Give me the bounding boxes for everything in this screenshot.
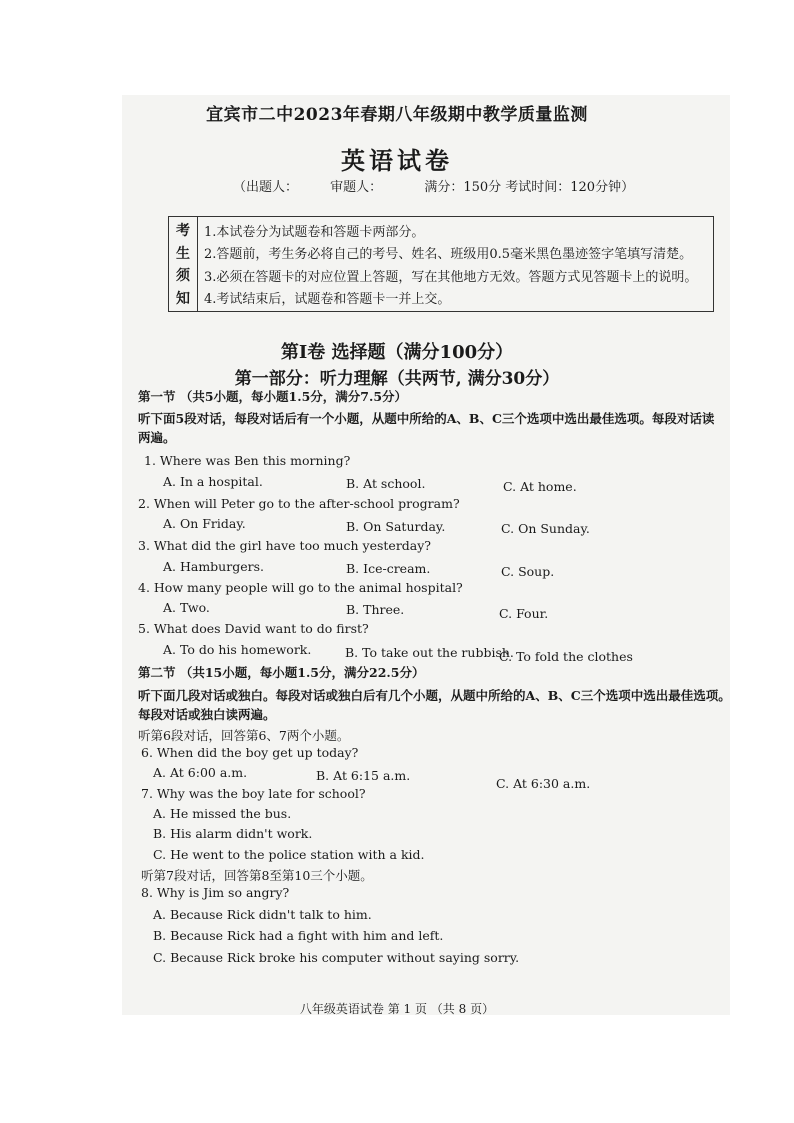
exam-meta-line (233, 176, 634, 195)
question-3-option-c: C. Soup. (501, 564, 555, 579)
question-6-option-a: A. At 6:00 a.m. (153, 765, 248, 780)
question-7-stem: 7. Why was the boy late for school? (141, 786, 366, 801)
question-7-option-c: C. He went to the police station with a kid. (153, 847, 425, 862)
exam-notice-box (168, 216, 714, 312)
question-4-stem: 4. How many people will go to the animal hospital? (138, 580, 463, 595)
question-8-option-c: C. Because Rick broke his computer without saying sorry. (153, 950, 520, 965)
question-1-option-a: A. In a hospital. (163, 474, 263, 489)
question-5-option-b: B. To take out the rubbish. (345, 645, 514, 660)
question-8-option-a: A. Because Rick didn't talk to him. (153, 907, 372, 922)
notice-item: 4.考试结束后，试题卷和答题卡一并上交。 (204, 292, 451, 308)
setter-label: （出题人： (233, 180, 299, 195)
question-5-stem: 5. What does David want to do first? (138, 621, 369, 636)
subsection1-heading: 第一节 （共5小题，每小题1.5分，满分7.5分） (138, 389, 408, 404)
question-4-option-b: B. Three. (346, 602, 405, 617)
subsection2-instruction-cont: 每段对话或独白读两遍。 (138, 707, 276, 722)
exam-title: 宜宾市二中2023年春期八年级期中教学质量监测 (206, 105, 588, 125)
question-6-option-b: B. At 6:15 a.m. (316, 768, 411, 783)
question-6-stem: 6. When did the boy get up today? (141, 745, 359, 760)
question-1-option-c: C. At home. (503, 479, 577, 494)
dialog-6-instruction: 听第6段对话，回答第6、7两个小题。 (138, 728, 350, 743)
section-title: 第一部分：听力理解（共两节, 满分30分） (234, 369, 560, 389)
subsection2-heading: 第二节 （共15小题，每小题1.5分，满分22.5分） (138, 665, 425, 680)
notice-side-label: 考 生 须 知 (169, 217, 198, 311)
question-7-option-a: A. He missed the bus. (153, 806, 292, 821)
question-1-stem: 1. Where was Ben this morning? (144, 453, 351, 468)
question-3-option-b: B. Ice-cream. (346, 561, 431, 576)
subsection2-instruction: 听下面几段对话或独白。每段对话或独白后有几个小题，从题中所给的A、B、C三个选项中选出最佳选项。 (138, 688, 731, 703)
subsection1-instruction-cont: 两遍。 (138, 430, 176, 445)
question-2-option-a: A. On Friday. (163, 516, 246, 531)
question-6-option-c: C. At 6:30 a.m. (496, 776, 591, 791)
question-8-option-b: B. Because Rick had a fight with him and left. (153, 928, 444, 943)
question-2-stem: 2. When will Peter go to the after-school program? (138, 496, 460, 511)
score-info: 满分：150分 考试时间：120分钟） (424, 180, 635, 195)
dialog-7-instruction: 听第7段对话，回答第8至第10三个小题。 (141, 868, 373, 883)
reviewer-label: 审题人： (330, 180, 383, 195)
subject-title: 英语试卷 (341, 146, 453, 175)
question-2-option-b: B. On Saturday. (346, 519, 446, 534)
notice-items (198, 217, 713, 311)
question-3-stem: 3. What did the girl have too much yesterday? (138, 538, 432, 553)
question-8-stem: 8. Why is Jim so angry? (141, 885, 290, 900)
question-5-option-a: A. To do his homework. (163, 642, 312, 657)
question-4-option-c: C. Four. (499, 606, 549, 621)
question-4-option-a: A. Two. (163, 600, 210, 615)
question-1-option-b: B. At school. (346, 476, 426, 491)
subsection1-instruction: 听下面5段对话，每段对话后有一个小题，从题中所给的A、B、C三个选项中选出最佳选项。每段对话读 (138, 411, 715, 426)
question-3-option-a: A. Hamburgers. (163, 559, 264, 574)
page-footer: 八年级英语试卷 第 1 页 （共 8 页） (299, 1002, 495, 1016)
question-7-option-b: B. His alarm didn't work. (153, 826, 313, 841)
part-title: 第Ⅰ卷 选择题（满分100分） (280, 342, 514, 363)
question-5-option-c: C. To fold the clothes (499, 649, 633, 664)
notice-item: 1.本试卷分为试题卷和答题卡两部分。 (204, 224, 425, 240)
notice-item: 2.答题前，考生务必将自己的考号、姓名、班级用0.5毫米黑色墨迹签字笔填写清楚。 (204, 247, 693, 263)
notice-item: 3.必须在答题卡的对应位置上答题，写在其他地方无效。答题方式见答题卡上的说明。 (204, 269, 698, 285)
question-2-option-c: C. On Sunday. (501, 521, 590, 536)
